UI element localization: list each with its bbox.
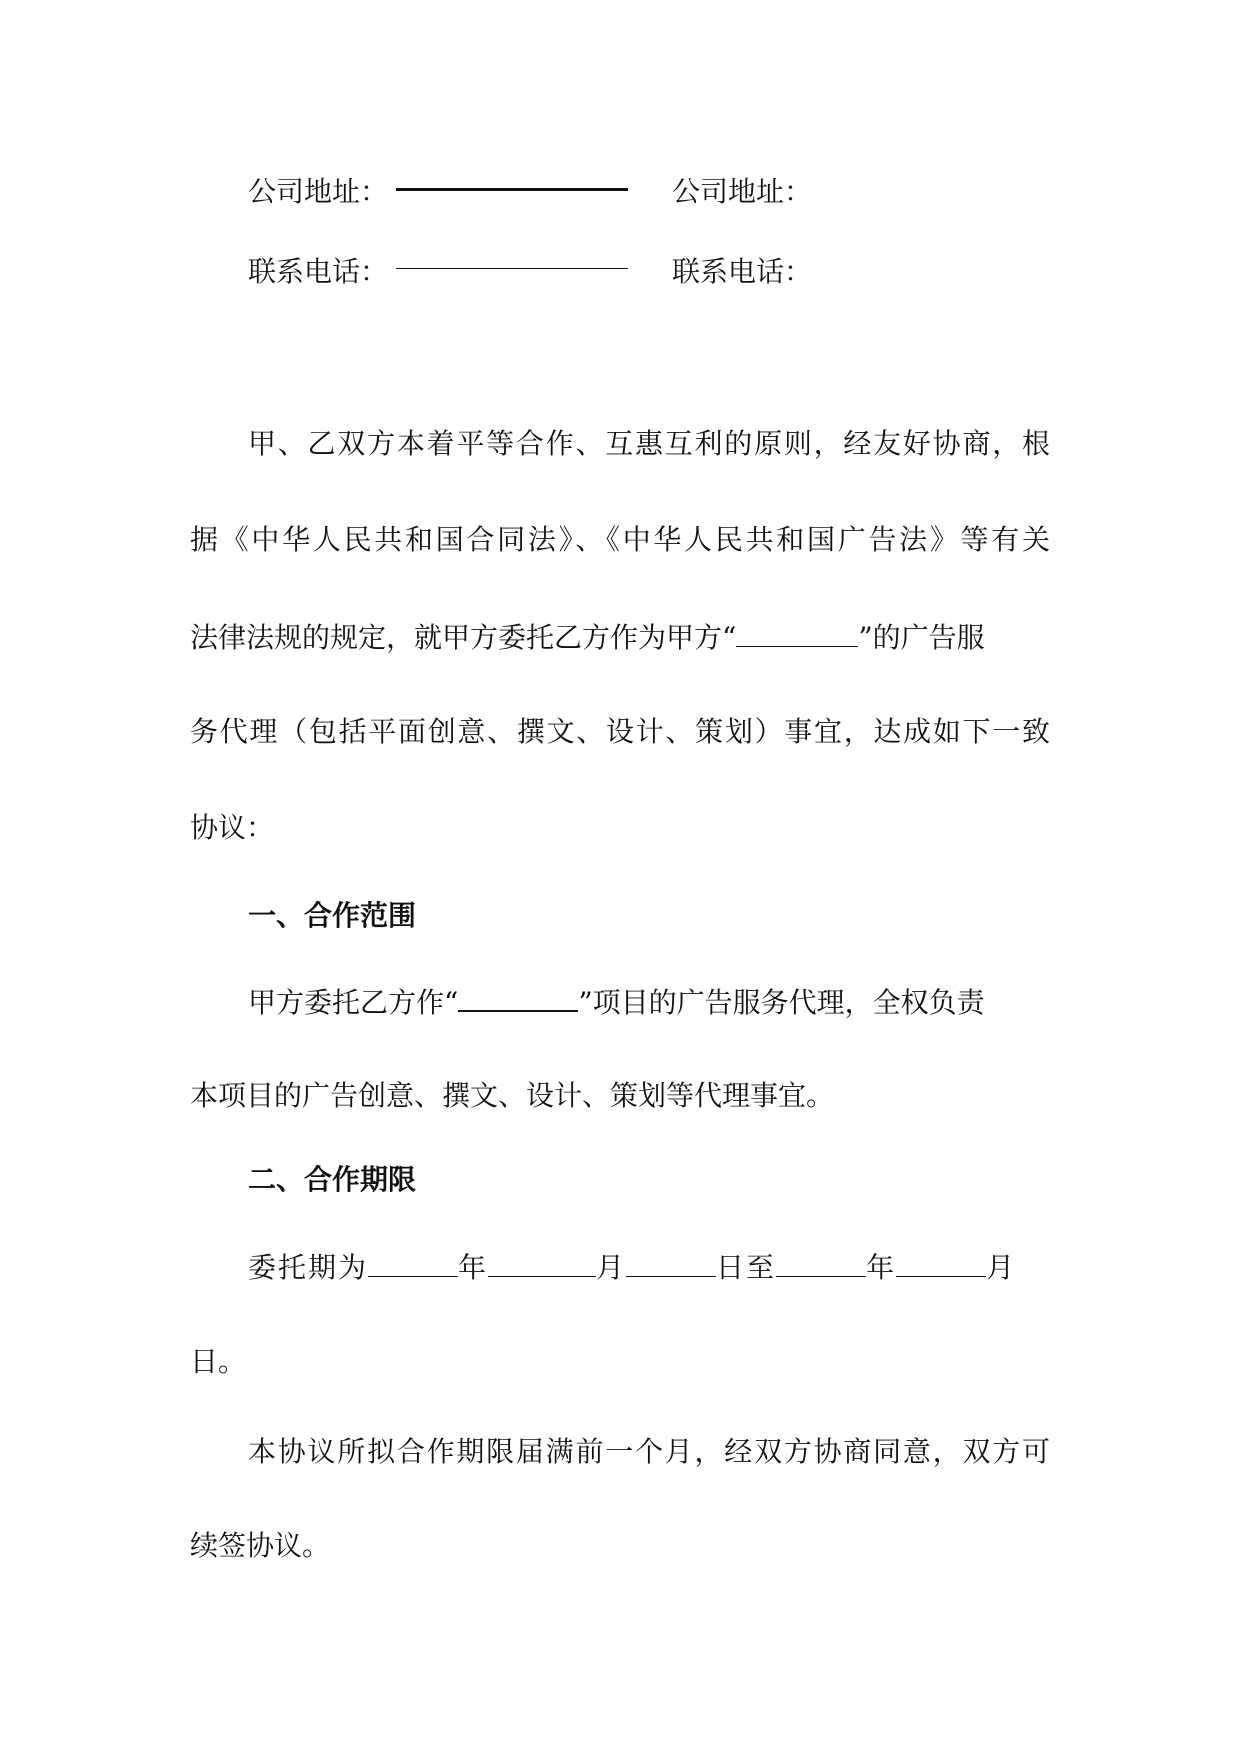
preamble-line-3-end: ”的广告服 (858, 621, 985, 654)
preamble-line-4: 务代理（包括平面创意、撰文、设计、策划）事宜，达成如下一致 (190, 715, 1050, 748)
renewal-line-1: 本协议所拟合作期限届满前一个月，经双方协商同意，双方可 (248, 1435, 1050, 1468)
preamble-line-1: 甲、乙双方本着平等合作、互惠互利的原则，经友好协商，根 (248, 427, 1050, 460)
end-month-label: 月 (986, 1251, 1017, 1284)
preamble-line-5: 协议： (190, 811, 275, 844)
section-1-line-1-end: ”项目的广告服务代理，全权负责 (578, 986, 985, 1019)
preamble-line-3 (190, 616, 1050, 658)
renewal-line-2: 续签协议。 (190, 1529, 331, 1562)
party-a-phone-blank[interactable] (396, 268, 628, 269)
term-end: 日。 (190, 1345, 247, 1378)
party-a-address-label: 公司地址： (248, 175, 389, 208)
section-1-heading: 一、合作范围 (248, 899, 417, 932)
section-1-line-1-start: 甲方委托乙方作“ (248, 986, 459, 1019)
party-b-address-label: 公司地址： (672, 175, 813, 208)
section-2-heading: 二、合作期限 (248, 1163, 417, 1196)
party-a-phone-label: 联系电话： (248, 255, 389, 288)
term-prefix: 委托期为 (248, 1251, 369, 1284)
term-line (190, 1246, 1108, 1288)
party-a-address-blank[interactable] (396, 188, 628, 191)
start-day-blank[interactable] (626, 1246, 716, 1277)
start-year-label: 年 (458, 1251, 489, 1284)
section-1-line-2: 本项目的广告创意、撰文、设计、策划等代理事宜。 (190, 1079, 835, 1112)
start-month-blank[interactable] (488, 1246, 596, 1277)
day-to-label: 日至 (716, 1251, 777, 1284)
project-name-blank[interactable] (736, 616, 858, 647)
preamble-line-3-start: 法律法规的规定，就甲方委托乙方作为甲方“ (190, 621, 737, 654)
end-month-blank[interactable] (896, 1246, 986, 1277)
preamble-line-2: 据《中华人民共和国合同法》、《中华人民共和国广告法》等有关 (190, 523, 1050, 556)
section-1-line-1 (190, 980, 1108, 1023)
party-b-phone-label: 联系电话： (672, 255, 813, 288)
start-year-blank[interactable] (368, 1246, 458, 1277)
start-month-label: 月 (596, 1251, 627, 1284)
scope-project-blank[interactable] (458, 980, 578, 1012)
end-year-label: 年 (866, 1251, 897, 1284)
end-year-blank[interactable] (776, 1246, 866, 1277)
